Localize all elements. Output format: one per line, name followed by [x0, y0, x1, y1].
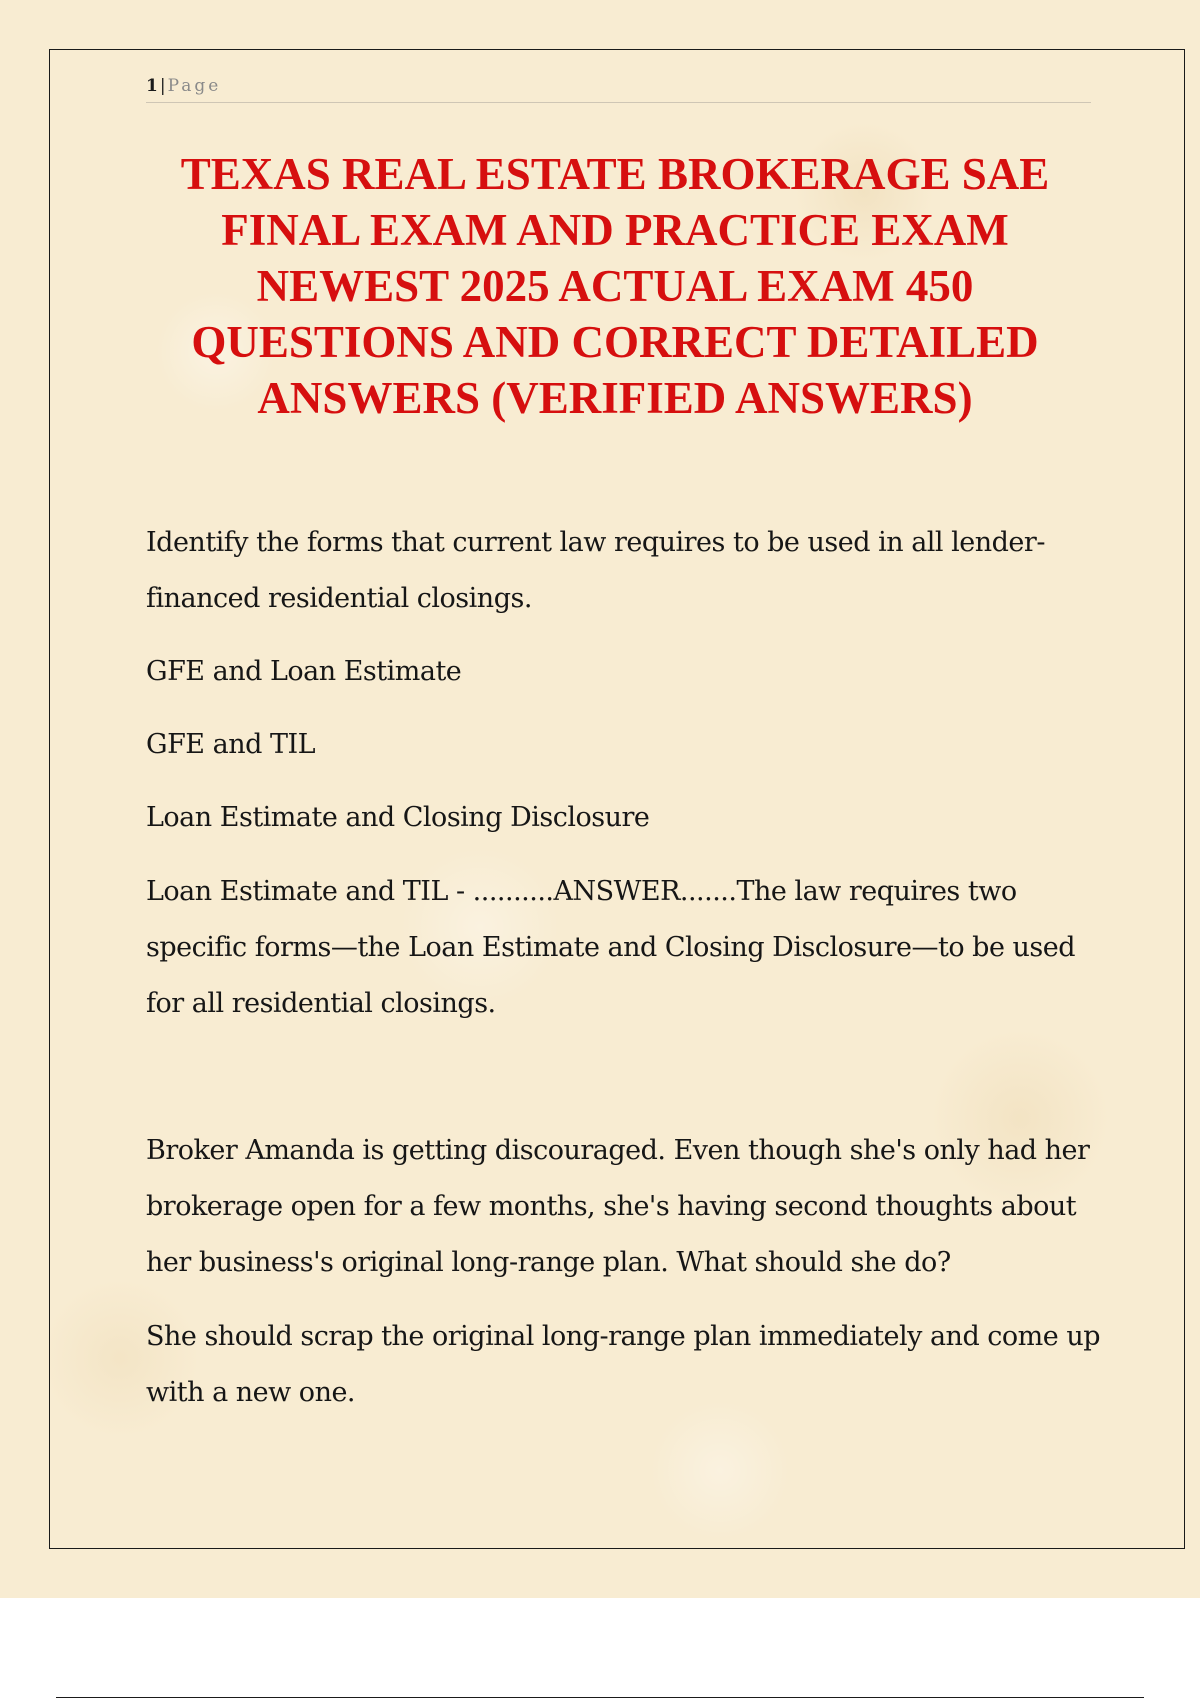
question-1-text: Identify the forms that current law requires to be used in all lender-financed residential closings.	[146, 527, 1045, 614]
page-label: Page	[167, 76, 222, 96]
footer-rule	[56, 1697, 1144, 1698]
question-2-text: Broker Amanda is getting discouraged. Even though she's only had her brokerage open for a few months, she's having second thoughts about her business's original long-range plan. What should she do?	[146, 1135, 1090, 1278]
page-header	[146, 74, 1091, 103]
question-1-answer: Loan Estimate and TIL - ..........ANSWER.......The law requires two specific forms—the Loan Estimate and Closing Disclosure—to be used for all residential closings.	[146, 876, 1076, 1019]
question-1-option-3: Loan Estimate and Closing Disclosure	[146, 802, 650, 833]
question-1-option-2: GFE and TIL	[146, 729, 316, 760]
question-1-option-1: GFE and Loan Estimate	[146, 656, 462, 687]
question-2-option-1: She should scrap the original long-range plan immediately and come up with a new one.	[146, 1321, 1101, 1408]
page-separator: |	[159, 76, 166, 96]
page-number: 1	[146, 76, 158, 96]
document-title: TEXAS REAL ESTATE BROKERAGE SAE FINAL EXAM AND PRACTICE EXAM NEWEST 2025 ACTUAL EXAM 450 QUESTIONS AND CORRECT DETAILED ANSWERS (VERIFIED ANSWERS)	[180, 149, 1050, 423]
